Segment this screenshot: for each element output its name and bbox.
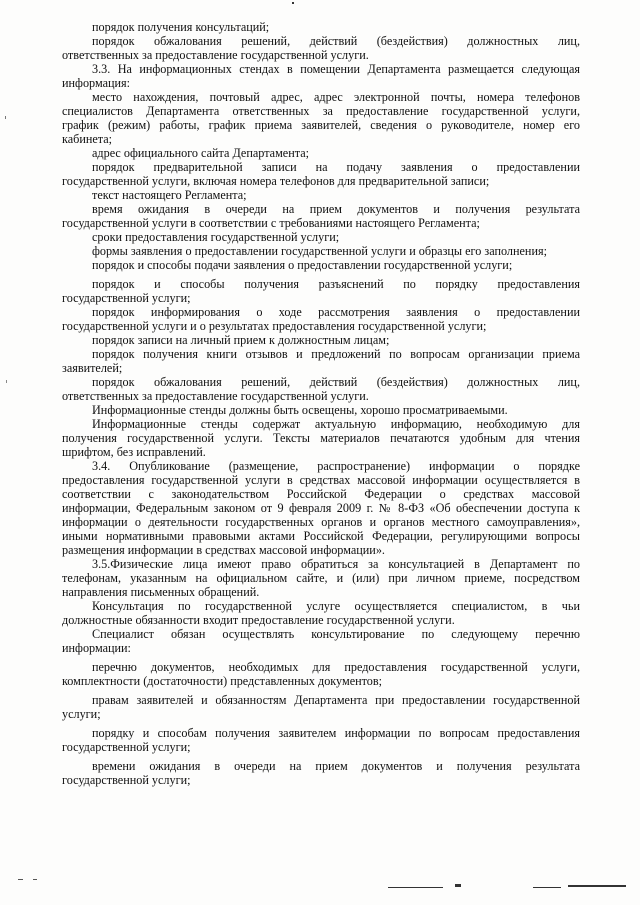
text-line: время ожидания в очереди на прием документов и получения результата — [92, 202, 580, 216]
text-line: информации о деятельности государственных органов и органов местного самоуправления», — [62, 515, 580, 529]
text-line: предоставления государственной услуги в средствах массовой информации осуществляется в — [62, 473, 580, 487]
text-line: текст настоящего Регламента; — [92, 188, 247, 202]
text-line: соответствии с законодательством Российской Федерации о средствах массовой — [62, 487, 580, 501]
text-line: 3.4. Опубликование (размещение, распространение) информации о порядке — [92, 459, 580, 473]
text-line: информации: — [62, 641, 131, 655]
text-line: порядок информирования о ходе рассмотрения заявления о предоставлении — [92, 305, 580, 319]
text-line: Информационные стенды должны быть освещены, хорошо просматриваемыми. — [92, 403, 508, 417]
scan-line — [455, 884, 461, 887]
text-line: информации, Федеральным законом от 9 февраля 2009 г. № 8-ФЗ «Об обеспечении доступа к — [62, 501, 580, 515]
text-line: государственной услуги; — [62, 291, 191, 305]
text-line: перечню документов, необходимых для предоставления государственной услуги, — [92, 660, 580, 674]
text-line: направления письменных обращений. — [62, 585, 260, 599]
text-line: телефонам, указанным на официальном сайте, и (или) при личном приеме, посредством — [62, 571, 580, 585]
text-line: порядок предварительной записи на подачу заявления о предоставлении — [92, 160, 580, 174]
text-line: шрифтом, без исправлений. — [62, 445, 206, 459]
text-line: сроки предоставления государственной услуги; — [92, 230, 340, 244]
text-line: информация: — [62, 76, 131, 90]
text-line: иными нормативными правовыми актами Российской Федерации, регулирующими вопросы — [62, 529, 580, 543]
text-line: получения государственной услуги. Тексты материалов печатаются удобным для чтения — [62, 431, 580, 445]
text-line: порядок и способы получения разъяснений по порядку предоставления — [92, 277, 580, 291]
text-line: график (режим) работы, график приема заявителей, сведения о руководителе, номер его — [62, 118, 580, 132]
text-line: государственной услуги и о результатах предоставления государственной услуги; — [62, 319, 487, 333]
text-line: государственной услуги; — [62, 773, 191, 787]
text-line: государственной услуги, включая номера телефонов для предварительной записи; — [62, 174, 490, 188]
text-line: порядок получения консультаций; — [92, 20, 270, 34]
text-line: порядок обжалования решений, действий (бездействия) должностных лиц, — [92, 375, 580, 389]
text-line: порядок обжалования решений, действий (бездействия) должностных лиц, — [92, 34, 580, 48]
text-line: порядок получения книги отзывов и предложений по вопросам организации приема — [92, 347, 580, 361]
text-line: ответственных за предоставление государственной услуги. — [62, 389, 369, 403]
text-line: должностные обязанности входит предоставление государственной услуги. — [62, 613, 455, 627]
scan-speck — [292, 2, 294, 4]
text-line: размещения информации в средствах массовой информации». — [62, 543, 385, 557]
text-line: порядок и способы подачи заявления о предоставлении государственной услуги; — [92, 258, 513, 272]
text-line: правам заявителей и обязанностям Департамента при предоставлении государственной — [92, 693, 580, 707]
text-line: государственной услуги в соответствии с требованиями настоящего Регламента; — [62, 216, 480, 230]
text-line: порядку и способам получения заявителем информации по вопросам предоставления — [92, 726, 580, 740]
scan-line — [568, 885, 626, 887]
text-line: Специалист обязан осуществлять консультирование по следующему перечню — [92, 627, 580, 641]
scan-speck — [5, 116, 6, 119]
scan-speck — [18, 879, 23, 880]
text-line: 3.5.Физические лица имеют право обратиться за консультацией в Департамент по — [92, 557, 580, 571]
text-line: место нахождения, почтовый адрес, адрес электронной почты, номера телефонов — [92, 90, 580, 104]
text-line: ответственных за предоставление государственной услуги. — [62, 48, 369, 62]
text-line: Консультация по государственной услуге осуществляется специалистом, в чьи — [92, 599, 580, 613]
text-line: кабинета; — [62, 132, 113, 146]
text-line: заявителей; — [62, 361, 123, 375]
text-line: Информационные стенды содержат актуальную информацию, необходимую для — [92, 417, 580, 431]
text-line: комплектности (достаточности) представленных документов; — [62, 674, 383, 688]
text-line: государственной услуги; — [62, 740, 191, 754]
text-line: формы заявления о предоставлении государственной услуги и образцы его заполнения; — [92, 244, 547, 258]
scan-speck — [6, 380, 7, 383]
document-body — [62, 20, 580, 787]
text-line: услуги; — [62, 707, 101, 721]
text-line: времени ожидания в очереди на прием документов и получения результата — [92, 759, 580, 773]
text-line: 3.3. На информационных стендах в помещении Департамента размещается следующая — [92, 62, 580, 76]
text-line: порядок записи на личный прием к должностным лицам; — [92, 333, 390, 347]
text-line: адрес официального сайта Департамента; — [92, 146, 309, 160]
scan-speck — [33, 879, 37, 880]
text-line: специалистов Департамента ответственных за предоставление государственной услуги, — [62, 104, 580, 118]
scan-line — [388, 887, 443, 888]
scan-line — [533, 887, 561, 888]
